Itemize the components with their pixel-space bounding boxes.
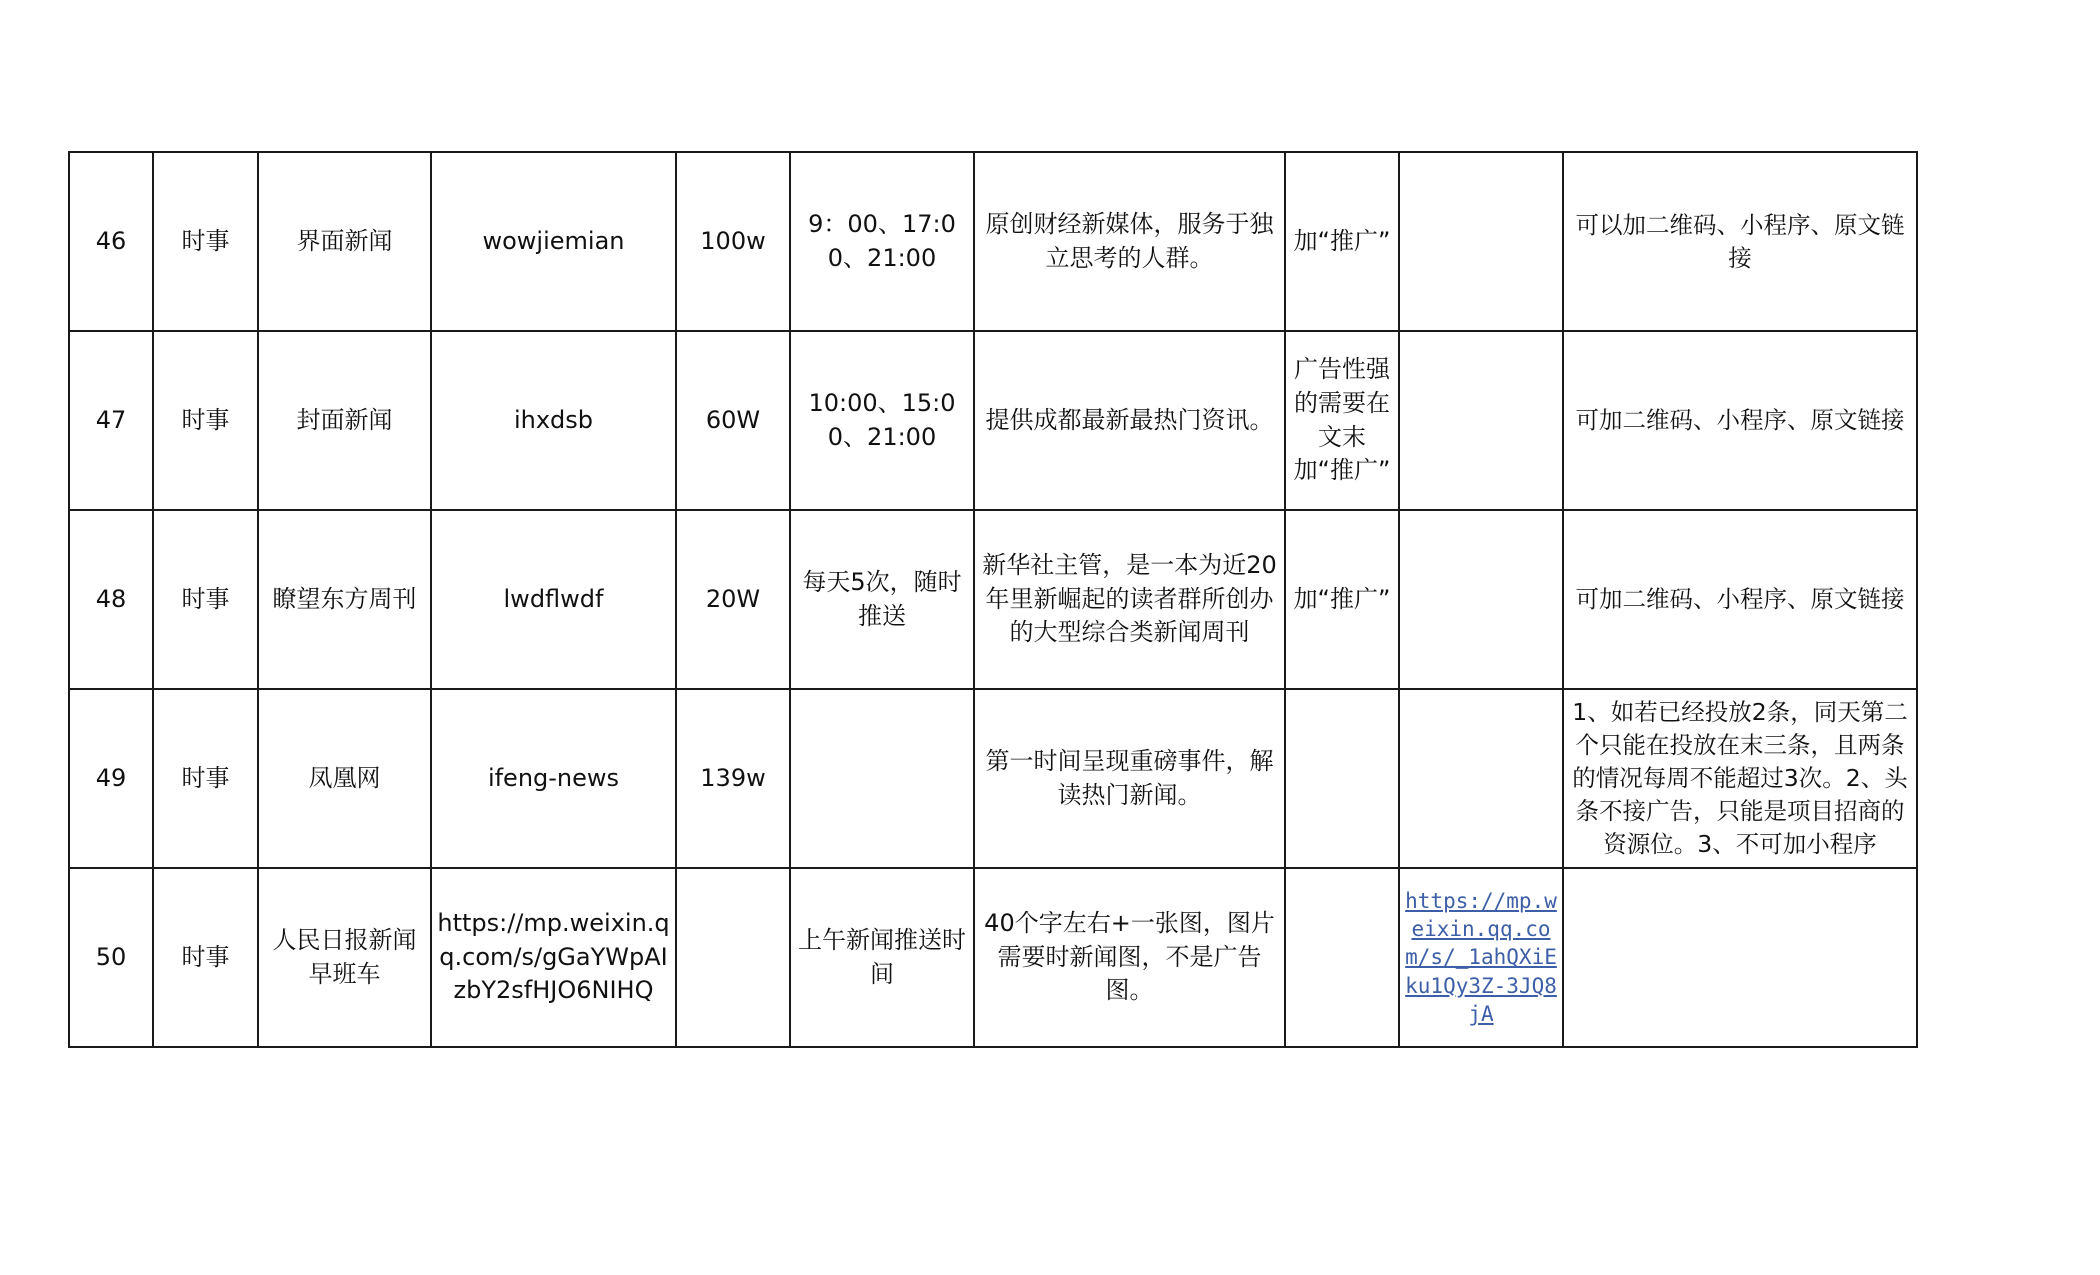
- fans-cell: 100w: [676, 152, 790, 331]
- category-cell: 时事: [153, 868, 258, 1047]
- fans-cell: 139w: [676, 689, 790, 868]
- account-name-cell: 封面新闻: [258, 331, 431, 510]
- table-row: [69, 510, 1917, 689]
- row-number: 50: [69, 868, 153, 1047]
- link-cell: [1399, 152, 1563, 331]
- fans-cell: 20W: [676, 510, 790, 689]
- push-time-cell: 每天5次，随时推送: [790, 510, 974, 689]
- ad-rule-cell: 广告性强的需要在文末加“推广”: [1285, 331, 1399, 510]
- row-number: 47: [69, 331, 153, 510]
- ad-rule-cell: 加“推广”: [1285, 152, 1399, 331]
- description-cell: 第一时间呈现重磅事件，解读热门新闻。: [974, 689, 1285, 868]
- account-id-cell: ihxdsb: [431, 331, 676, 510]
- account-id-cell: lwdflwdf: [431, 510, 676, 689]
- description-cell: 原创财经新媒体，服务于独立思考的人群。: [974, 152, 1285, 331]
- article-link[interactable]: https://mp.weixin.qq.com/s/_1ahQXiEku1Qy3Z-3JQ8jA: [1405, 888, 1557, 1027]
- description-cell: 提供成都最新最热门资讯。: [974, 331, 1285, 510]
- description-cell: 40个字左右+一张图，图片需要时新闻图，不是广告图。: [974, 868, 1285, 1047]
- media-list-table: [68, 151, 1918, 1048]
- push-time-cell: [790, 689, 974, 868]
- table-row: [69, 868, 1917, 1047]
- account-name-cell: 凤凰网: [258, 689, 431, 868]
- notes-cell: 1、如若已经投放2条，同天第二个只能在投放在末三条，且两条的情况每周不能超过3次。2、头条不接广告，只能是项目招商的资源位。3、不可加小程序: [1563, 689, 1917, 868]
- account-name-cell: 人民日报新闻早班车: [258, 868, 431, 1047]
- push-time-cell: 9：00、17:00、21:00: [790, 152, 974, 331]
- fans-cell: 60W: [676, 331, 790, 510]
- category-cell: 时事: [153, 510, 258, 689]
- account-id-cell: https://mp.weixin.qq.com/s/gGaYWpAIzbY2sfHJO6NIHQ: [431, 868, 676, 1047]
- push-time-cell: 10:00、15:00、21:00: [790, 331, 974, 510]
- table-row: [69, 152, 1917, 331]
- link-cell: [1399, 689, 1563, 868]
- fans-cell: [676, 868, 790, 1047]
- table-row: [69, 331, 1917, 510]
- account-name-cell: 瞭望东方周刊: [258, 510, 431, 689]
- ad-rule-cell: [1285, 868, 1399, 1047]
- description-cell: 新华社主管，是一本为近20年里新崛起的读者群所创办的大型综合类新闻周刊: [974, 510, 1285, 689]
- notes-cell: 可加二维码、小程序、原文链接: [1563, 510, 1917, 689]
- row-number: 48: [69, 510, 153, 689]
- link-cell: [1399, 868, 1563, 1047]
- notes-cell: [1563, 868, 1917, 1047]
- category-cell: 时事: [153, 689, 258, 868]
- row-number: 49: [69, 689, 153, 868]
- link-cell: [1399, 510, 1563, 689]
- category-cell: 时事: [153, 331, 258, 510]
- notes-cell: 可加二维码、小程序、原文链接: [1563, 331, 1917, 510]
- account-name-cell: 界面新闻: [258, 152, 431, 331]
- account-id-cell: ifeng-news: [431, 689, 676, 868]
- table-row: [69, 689, 1917, 868]
- ad-rule-cell: [1285, 689, 1399, 868]
- ad-rule-cell: 加“推广”: [1285, 510, 1399, 689]
- push-time-cell: 上午新闻推送时间: [790, 868, 974, 1047]
- account-id-cell: wowjiemian: [431, 152, 676, 331]
- category-cell: 时事: [153, 152, 258, 331]
- notes-cell: 可以加二维码、小程序、原文链接: [1563, 152, 1917, 331]
- row-number: 46: [69, 152, 153, 331]
- link-cell: [1399, 331, 1563, 510]
